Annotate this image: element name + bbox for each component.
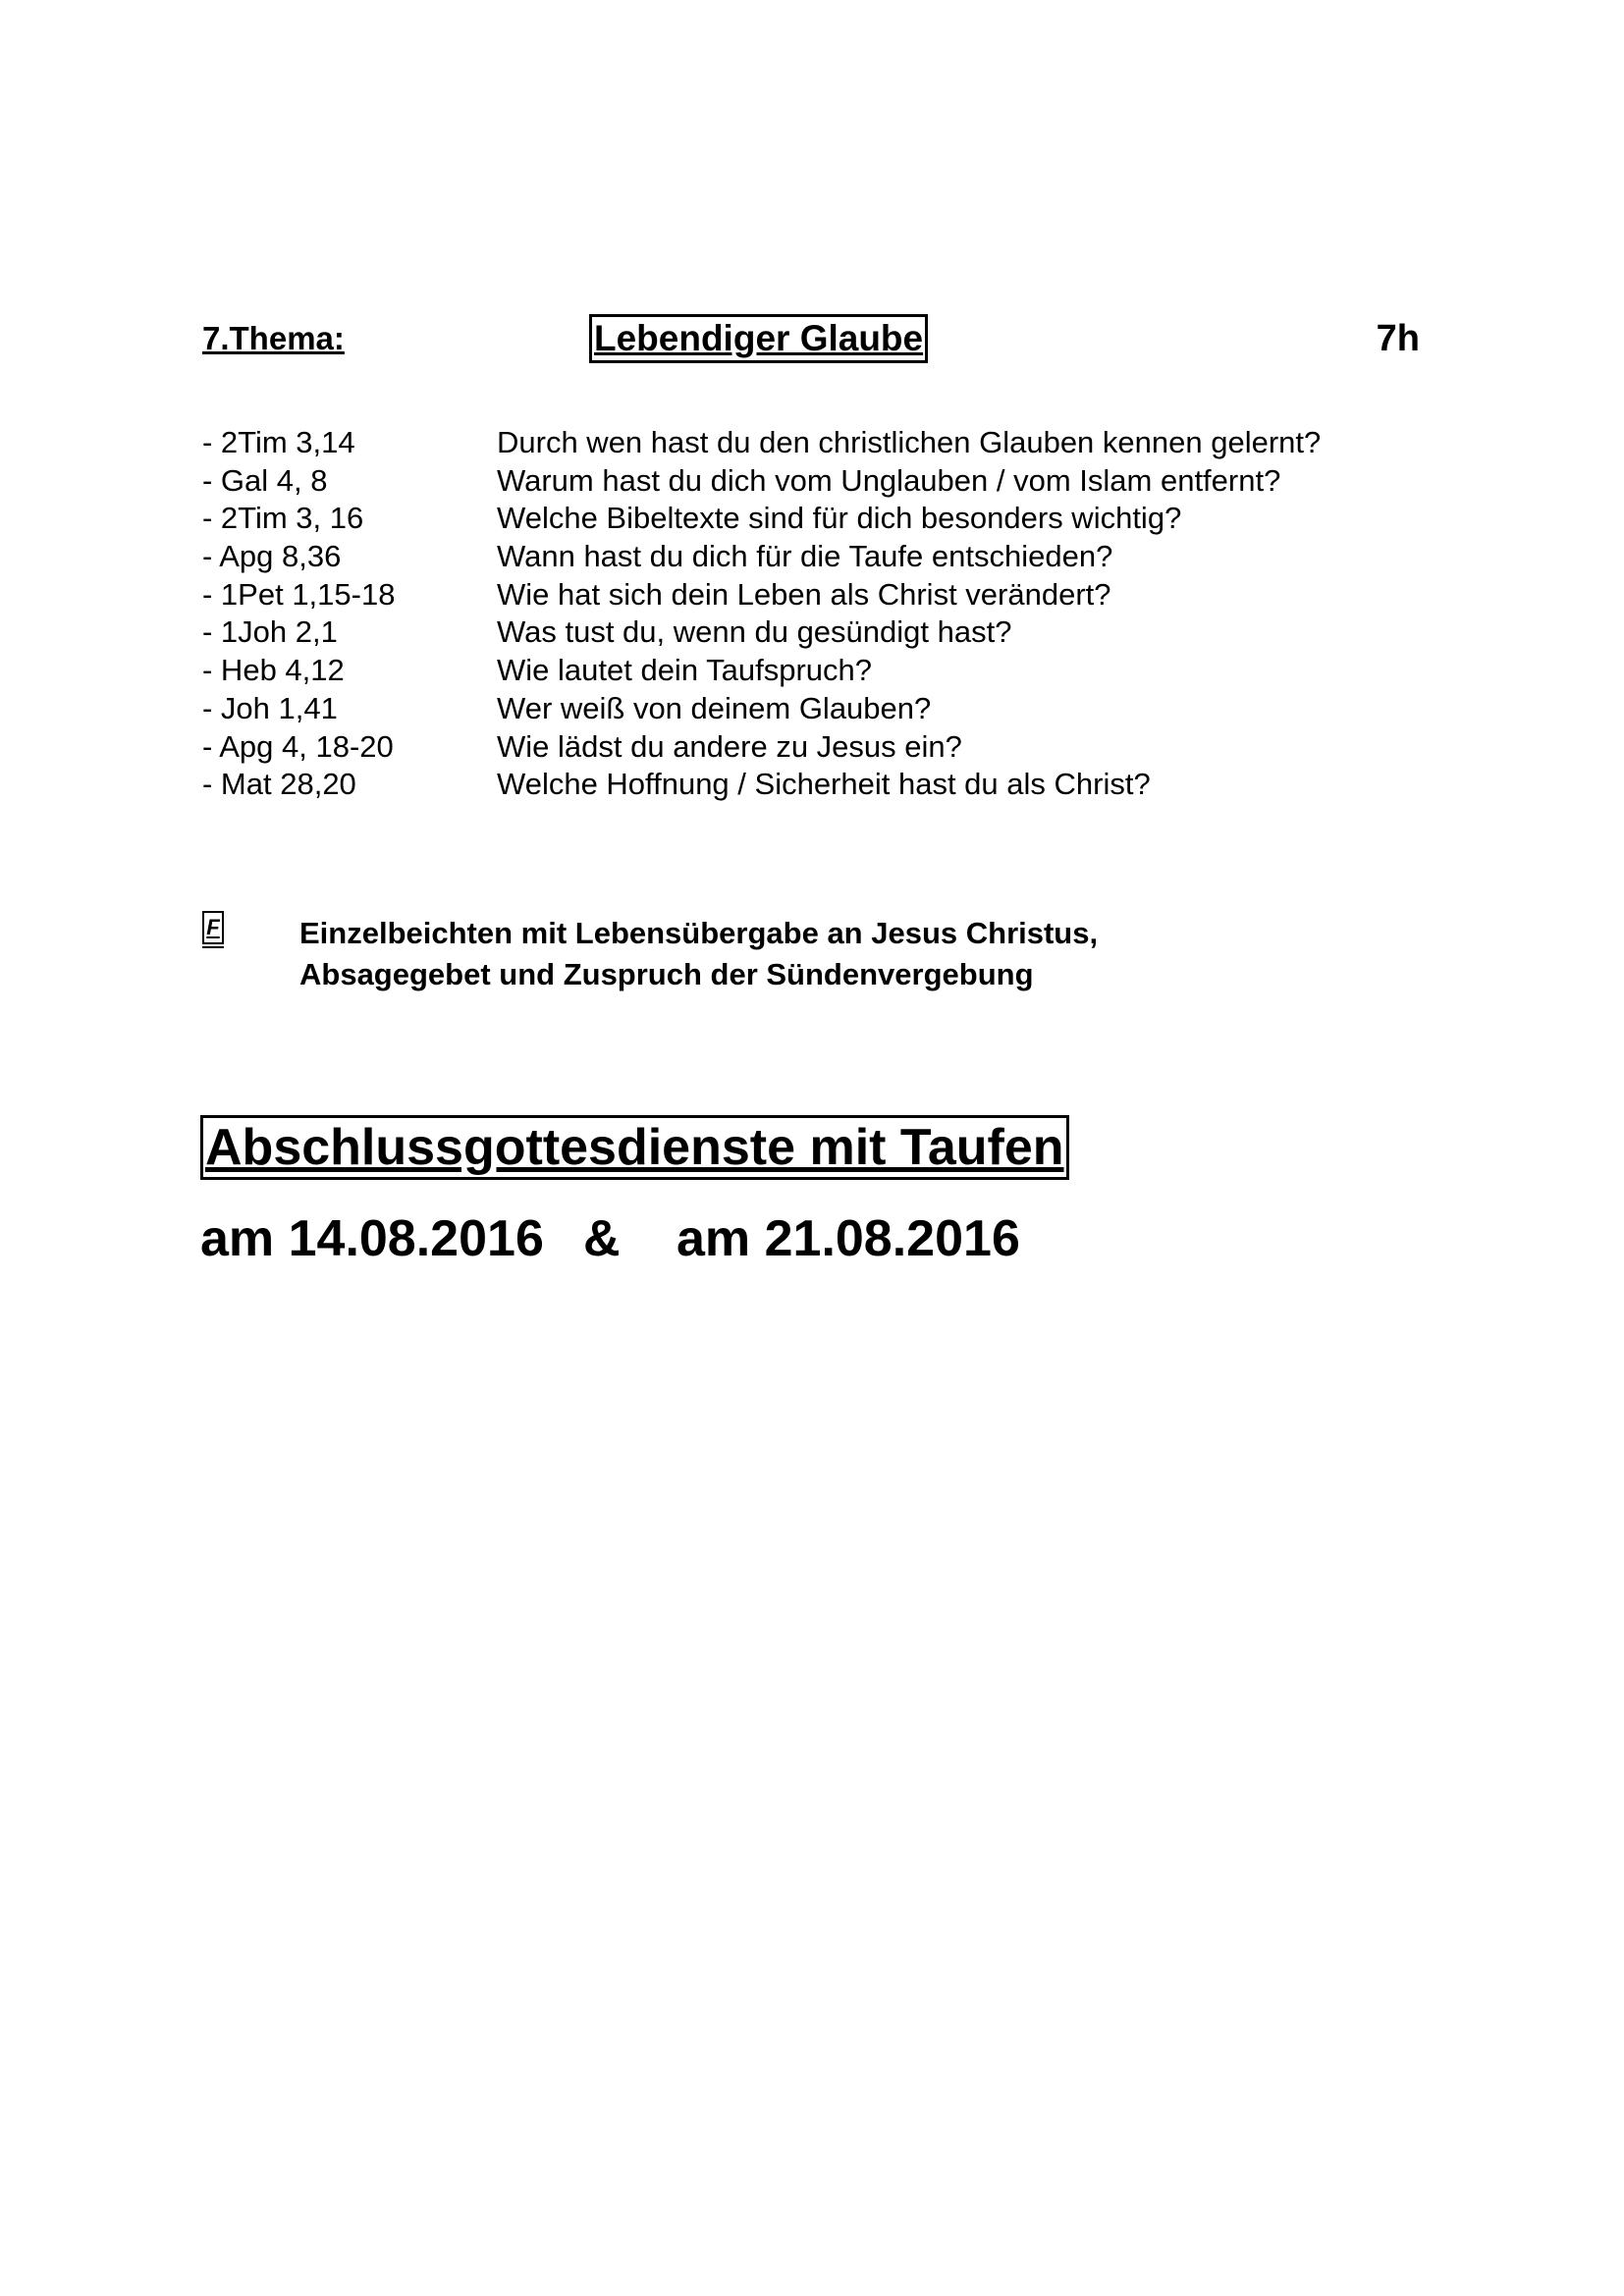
question: Durch wen hast du den christlichen Glauben kennen gelernt?	[497, 425, 1322, 459]
ampersand: &	[583, 1210, 621, 1267]
f-box-icon: F	[202, 911, 224, 944]
f-box-icon-underline	[202, 946, 224, 948]
question: Wer weiß von deinem Glauben?	[497, 690, 932, 725]
list-item	[202, 538, 1420, 576]
service-date-1: am 14.08.2016	[200, 1210, 544, 1267]
bible-reference: - Apg 8,36	[202, 539, 342, 574]
list-item	[202, 728, 1420, 767]
list-item	[202, 576, 1420, 614]
question: Was tust du, wenn du gesündigt hast?	[497, 614, 1012, 650]
list-item	[202, 500, 1420, 538]
bible-reference: - Apg 4, 18-20	[202, 728, 394, 764]
bible-reference: - 1Pet 1,15-18	[202, 576, 396, 612]
question: Welche Hoffnung / Sicherheit hast du als Christ?	[497, 767, 1151, 802]
topic-header	[202, 314, 1420, 373]
list-item	[202, 652, 1420, 690]
page-code: 7h	[1376, 318, 1420, 359]
bible-reference: - Joh 1,41	[202, 690, 338, 725]
question: Wie lädst du andere zu Jesus ein?	[497, 728, 962, 764]
question: Wann hast du dich für die Taufe entschieden?	[497, 539, 1113, 574]
service-dates	[200, 1209, 1020, 1268]
topic-label: 7.Thema:	[202, 320, 345, 356]
bible-reference: - 2Tim 3,14	[202, 425, 355, 459]
service-date-2: am 21.08.2016	[677, 1210, 1020, 1267]
question: Wie lautet dein Taufspruch?	[497, 653, 872, 688]
bible-reference: - Mat 28,20	[202, 767, 356, 802]
confession-line-2: Absagegebet und Zuspruch der Sündenvergebung	[299, 957, 1034, 991]
confession-note	[299, 913, 1098, 995]
bible-reference: - Heb 4,12	[202, 653, 345, 688]
confession-line-1: Einzelbeichten mit Lebensübergabe an Jesus Christus,	[299, 916, 1099, 950]
bible-reference: - 1Joh 2,1	[202, 614, 338, 650]
list-item	[202, 614, 1420, 652]
service-title: Abschlussgottesdienste mit Taufen	[200, 1115, 1069, 1180]
list-item	[202, 424, 1420, 462]
list-item	[202, 690, 1420, 728]
bible-reference: - Gal 4, 8	[202, 462, 328, 498]
bible-reference: - 2Tim 3, 16	[202, 501, 364, 536]
reference-question-list	[202, 424, 1420, 804]
question: Wie hat sich dein Leben als Christ verändert?	[497, 576, 1111, 612]
list-item	[202, 766, 1420, 804]
list-item	[202, 462, 1420, 501]
question: Warum hast du dich vom Unglauben / vom Islam entfernt?	[497, 462, 1281, 498]
question: Welche Bibeltexte sind für dich besonders wichtig?	[497, 501, 1182, 536]
topic-title: Lebendiger Glaube	[589, 314, 928, 363]
